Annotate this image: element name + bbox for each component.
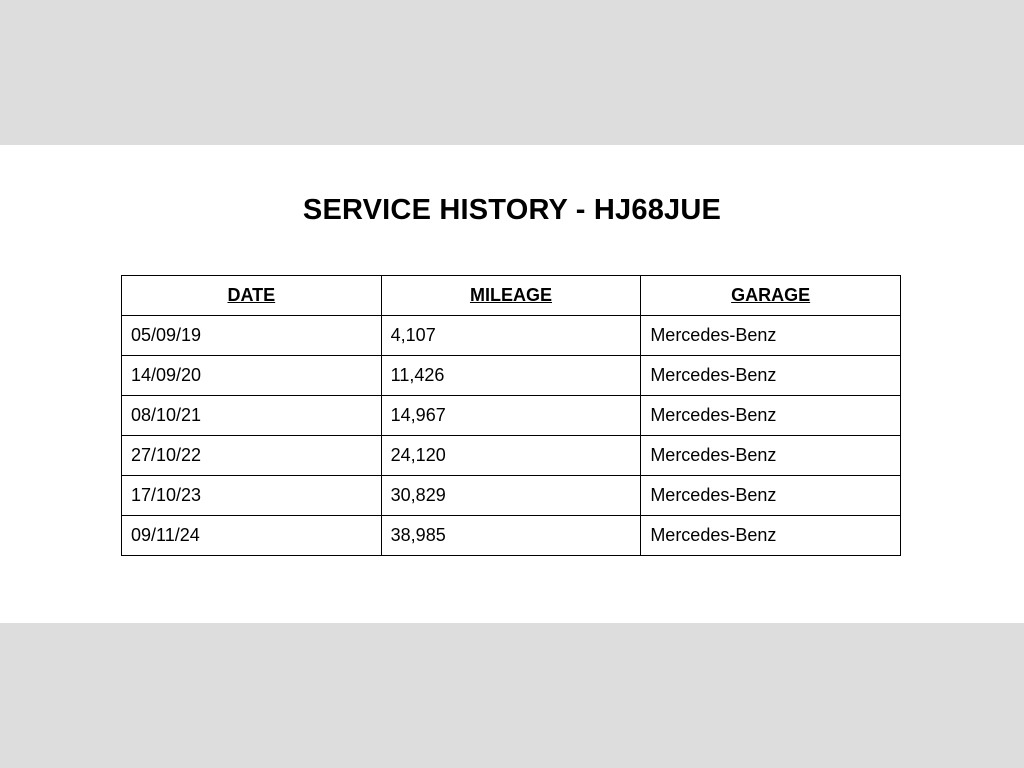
cell-mileage: 38,985 xyxy=(381,516,641,556)
cell-mileage: 4,107 xyxy=(381,316,641,356)
cell-mileage: 30,829 xyxy=(381,476,641,516)
table-row xyxy=(122,436,901,476)
column-header-garage: GARAGE xyxy=(641,276,901,316)
cell-garage: Mercedes-Benz xyxy=(641,476,901,516)
document-page xyxy=(0,145,1024,623)
table-header-row xyxy=(122,276,901,316)
cell-mileage: 24,120 xyxy=(381,436,641,476)
cell-mileage: 14,967 xyxy=(381,396,641,436)
column-header-date: DATE xyxy=(122,276,382,316)
cell-garage: Mercedes-Benz xyxy=(641,316,901,356)
table-row xyxy=(122,516,901,556)
cell-garage: Mercedes-Benz xyxy=(641,516,901,556)
cell-garage: Mercedes-Benz xyxy=(641,356,901,396)
cell-garage: Mercedes-Benz xyxy=(641,396,901,436)
cell-garage: Mercedes-Benz xyxy=(641,436,901,476)
cell-date: 09/11/24 xyxy=(122,516,382,556)
service-history-table xyxy=(121,275,901,556)
column-header-mileage: MILEAGE xyxy=(381,276,641,316)
table-row xyxy=(122,316,901,356)
cell-date: 05/09/19 xyxy=(122,316,382,356)
cell-mileage: 11,426 xyxy=(381,356,641,396)
cell-date: 14/09/20 xyxy=(122,356,382,396)
cell-date: 17/10/23 xyxy=(122,476,382,516)
cell-date: 27/10/22 xyxy=(122,436,382,476)
table-row xyxy=(122,396,901,436)
cell-date: 08/10/21 xyxy=(122,396,382,436)
page-title: SERVICE HISTORY - HJ68JUE xyxy=(302,194,722,226)
table-row xyxy=(122,476,901,516)
table-row xyxy=(122,356,901,396)
